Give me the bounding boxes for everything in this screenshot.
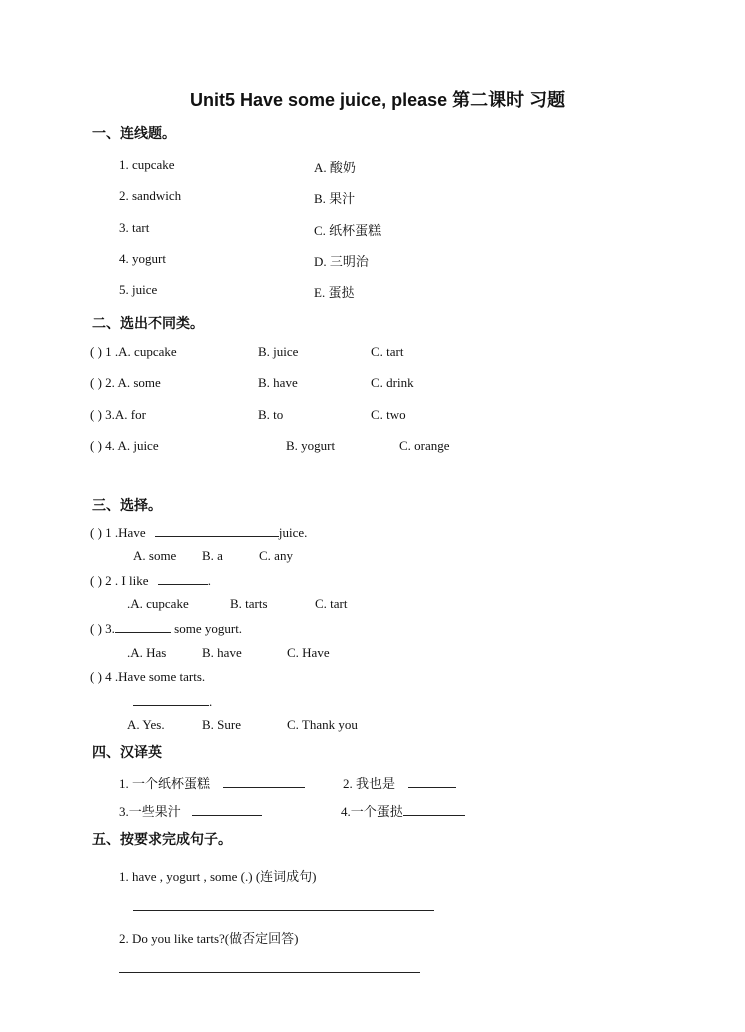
translate-item-3	[119, 801, 262, 820]
translate-item-3-text: 3.一些果汁	[119, 804, 181, 819]
odd-one-out-q3: ( ) 3.A. for	[90, 407, 146, 422]
choice-q2-option-c: C. tart	[315, 596, 348, 611]
choice-q3-option-a: .A. Has	[127, 645, 167, 660]
answer-blank	[133, 693, 209, 706]
section-5-heading: 五、按要求完成句子。	[92, 832, 232, 848]
choice-q4-end: .	[209, 694, 213, 709]
choice-q1-stem: ( ) 1 .Have	[90, 525, 146, 540]
choice-q1	[90, 524, 307, 541]
choice-q3-end: some yogurt.	[174, 621, 243, 636]
translate-item-1-text: 1. 一个纸杯蛋糕	[119, 776, 211, 791]
match-left-1: 1. cupcake	[119, 157, 175, 172]
answer-blank	[192, 803, 262, 816]
answer-blank	[158, 572, 208, 585]
match-right-a: A. 酸奶	[314, 160, 356, 175]
odd-one-out-q4: ( ) 4. A. juice	[90, 438, 159, 453]
odd-one-out-q4-b: B. yogurt	[286, 438, 336, 453]
match-right-b: B. 果汁	[314, 191, 356, 206]
choice-q3-option-c: C. Have	[287, 645, 330, 660]
answer-blank	[115, 620, 171, 633]
odd-one-out-q3-c: C. two	[371, 407, 406, 422]
odd-one-out-q1-b: B. juice	[258, 344, 299, 359]
match-right-e: E. 蛋挞	[314, 285, 355, 300]
translate-item-4-text: 4.一个蛋挞	[341, 804, 403, 819]
odd-one-out-q1: ( ) 1 .A. cupcake	[90, 344, 177, 359]
odd-one-out-q2-b: B. have	[258, 375, 298, 390]
choice-q4-response	[133, 693, 212, 710]
page-title: Unit5 Have some juice, please 第二课时 习题	[190, 90, 566, 110]
answer-blank	[223, 775, 305, 788]
choice-q3	[90, 620, 242, 637]
choice-q3-stem: ( ) 3.	[90, 621, 115, 636]
choice-q2-option-b: B. tarts	[230, 596, 268, 611]
answer-blank	[403, 803, 465, 816]
match-left-4: 4. yogurt	[119, 251, 166, 266]
match-left-3: 3. tart	[119, 220, 150, 235]
choice-q1-option-b: B. a	[202, 548, 223, 563]
choice-q2-end: .	[207, 573, 211, 588]
odd-one-out-q3-b: B. to	[258, 407, 284, 422]
choice-q1-option-a: A. some	[133, 548, 177, 563]
match-right-c: C. 纸杯蛋糕	[314, 223, 382, 238]
odd-one-out-q1-c: C. tart	[371, 344, 404, 359]
answer-blank	[408, 775, 456, 788]
section-4-heading: 四、汉译英	[92, 745, 162, 761]
answer-line-1	[133, 910, 434, 911]
choice-q2-stem: ( ) 2 . I like	[90, 573, 149, 588]
section-2-heading: 二、选出不同类。	[92, 316, 204, 332]
match-right-d: D. 三明治	[314, 254, 369, 269]
choice-q4-option-a: A. Yes.	[127, 717, 165, 732]
translate-item-4	[341, 801, 465, 820]
choice-q2	[90, 572, 211, 589]
choice-q1-option-c: C. any	[259, 548, 293, 563]
choice-q4-option-c: C. Thank you	[287, 717, 358, 732]
match-left-5: 5. juice	[119, 282, 158, 297]
section-1-heading: 一、连线题。	[92, 126, 176, 142]
choice-q4: ( ) 4 .Have some tarts.	[90, 669, 206, 684]
sentence-task-2: 2. Do you like tarts?(做否定回答)	[119, 931, 299, 946]
answer-blank	[155, 524, 279, 537]
answer-line-2	[119, 972, 420, 973]
match-left-2: 2. sandwich	[119, 188, 182, 203]
odd-one-out-q4-c: C. orange	[399, 438, 450, 453]
translate-item-2-text: 2. 我也是	[343, 776, 396, 791]
choice-q2-option-a: .A. cupcake	[127, 596, 189, 611]
translate-item-1	[119, 773, 305, 792]
choice-q4-option-b: B. Sure	[202, 717, 241, 732]
choice-q3-option-b: B. have	[202, 645, 242, 660]
odd-one-out-q2-c: C. drink	[371, 375, 414, 390]
translate-item-2	[343, 773, 456, 792]
odd-one-out-q2: ( ) 2. A. some	[90, 375, 161, 390]
section-3-heading: 三、选择。	[92, 498, 162, 514]
choice-q1-end: juice.	[278, 525, 308, 540]
sentence-task-1: 1. have , yogurt , some (.) (连词成句)	[119, 869, 317, 884]
